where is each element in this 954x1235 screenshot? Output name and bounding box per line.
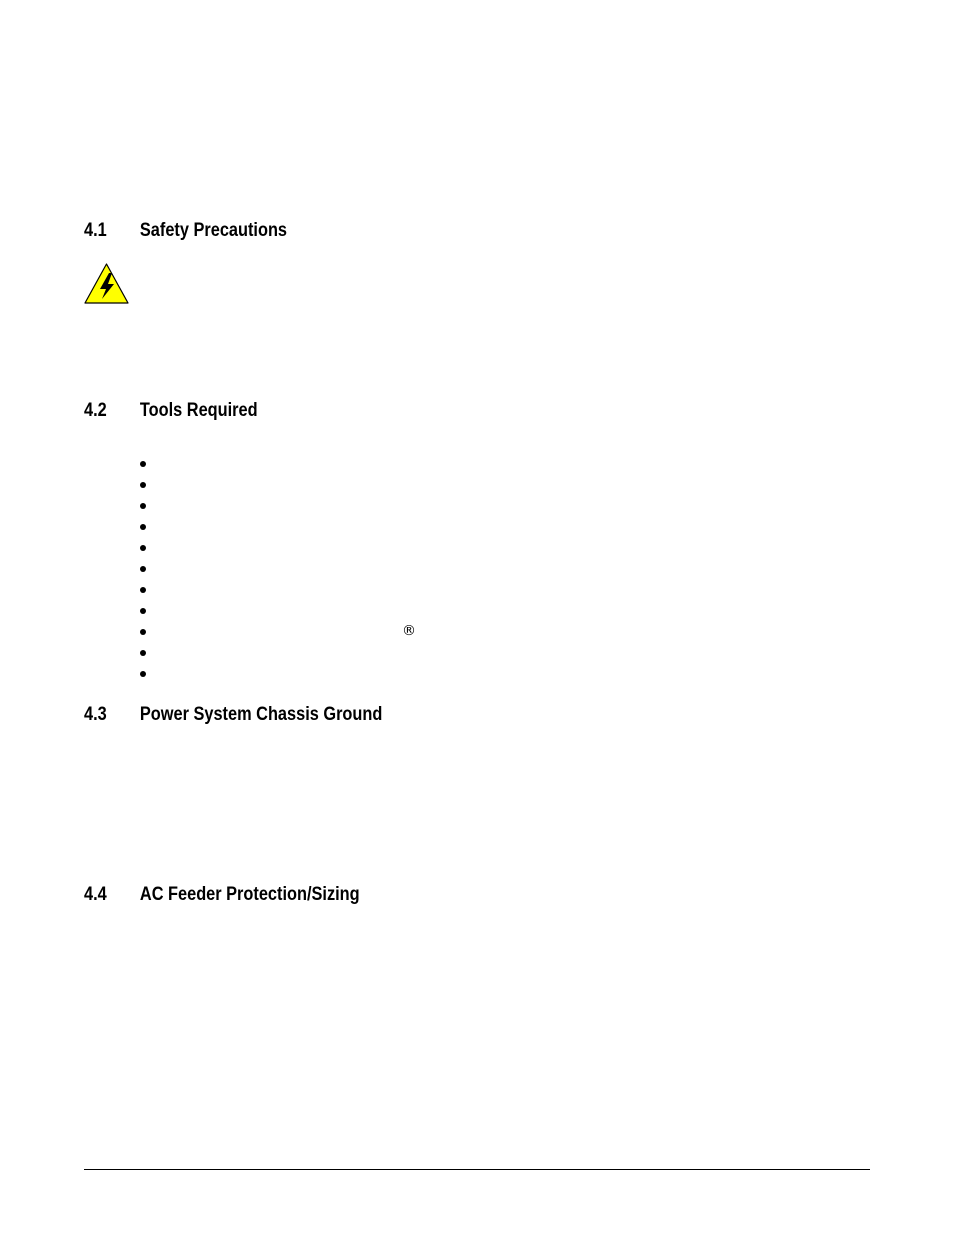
- section-title: Tools Required: [139, 400, 258, 421]
- tools-bullet-list: [140, 454, 146, 685]
- section-title: AC Feeder Protection/Sizing: [139, 884, 360, 905]
- bullet-icon: [140, 587, 146, 593]
- footer-divider: [84, 1169, 870, 1170]
- section-heading-4-1: [84, 218, 287, 244]
- section-number: 4.3: [84, 704, 107, 725]
- list-item: [140, 643, 146, 664]
- bullet-icon: [140, 524, 146, 530]
- list-item: [140, 664, 146, 685]
- list-item: [140, 517, 146, 538]
- list-item: [140, 622, 146, 643]
- bullet-icon: [140, 545, 146, 551]
- list-item: [140, 601, 146, 622]
- bullet-icon: [140, 566, 146, 572]
- list-item: [140, 496, 146, 517]
- list-item: [140, 454, 146, 475]
- bullet-icon: [140, 461, 146, 467]
- bullet-icon: [140, 503, 146, 509]
- high-voltage-warning-icon: [83, 262, 130, 305]
- section-number: 4.1: [84, 220, 107, 241]
- section-number: 4.2: [84, 400, 107, 421]
- section-heading-4-4: [84, 882, 360, 908]
- section-heading-4-3: [84, 702, 382, 728]
- bullet-icon: [140, 629, 146, 635]
- bullet-icon: [140, 482, 146, 488]
- section-heading-4-2: [84, 398, 258, 424]
- list-item: [140, 580, 146, 601]
- registered-trademark-mark: ®: [402, 623, 416, 639]
- bullet-icon: [140, 650, 146, 656]
- list-item: [140, 475, 146, 496]
- bullet-icon: [140, 671, 146, 677]
- section-number: 4.4: [84, 884, 107, 905]
- list-item: [140, 559, 146, 580]
- section-title: Safety Precautions: [139, 220, 288, 241]
- list-item: [140, 538, 146, 559]
- section-title: Power System Chassis Ground: [139, 704, 383, 725]
- bullet-icon: [140, 608, 146, 614]
